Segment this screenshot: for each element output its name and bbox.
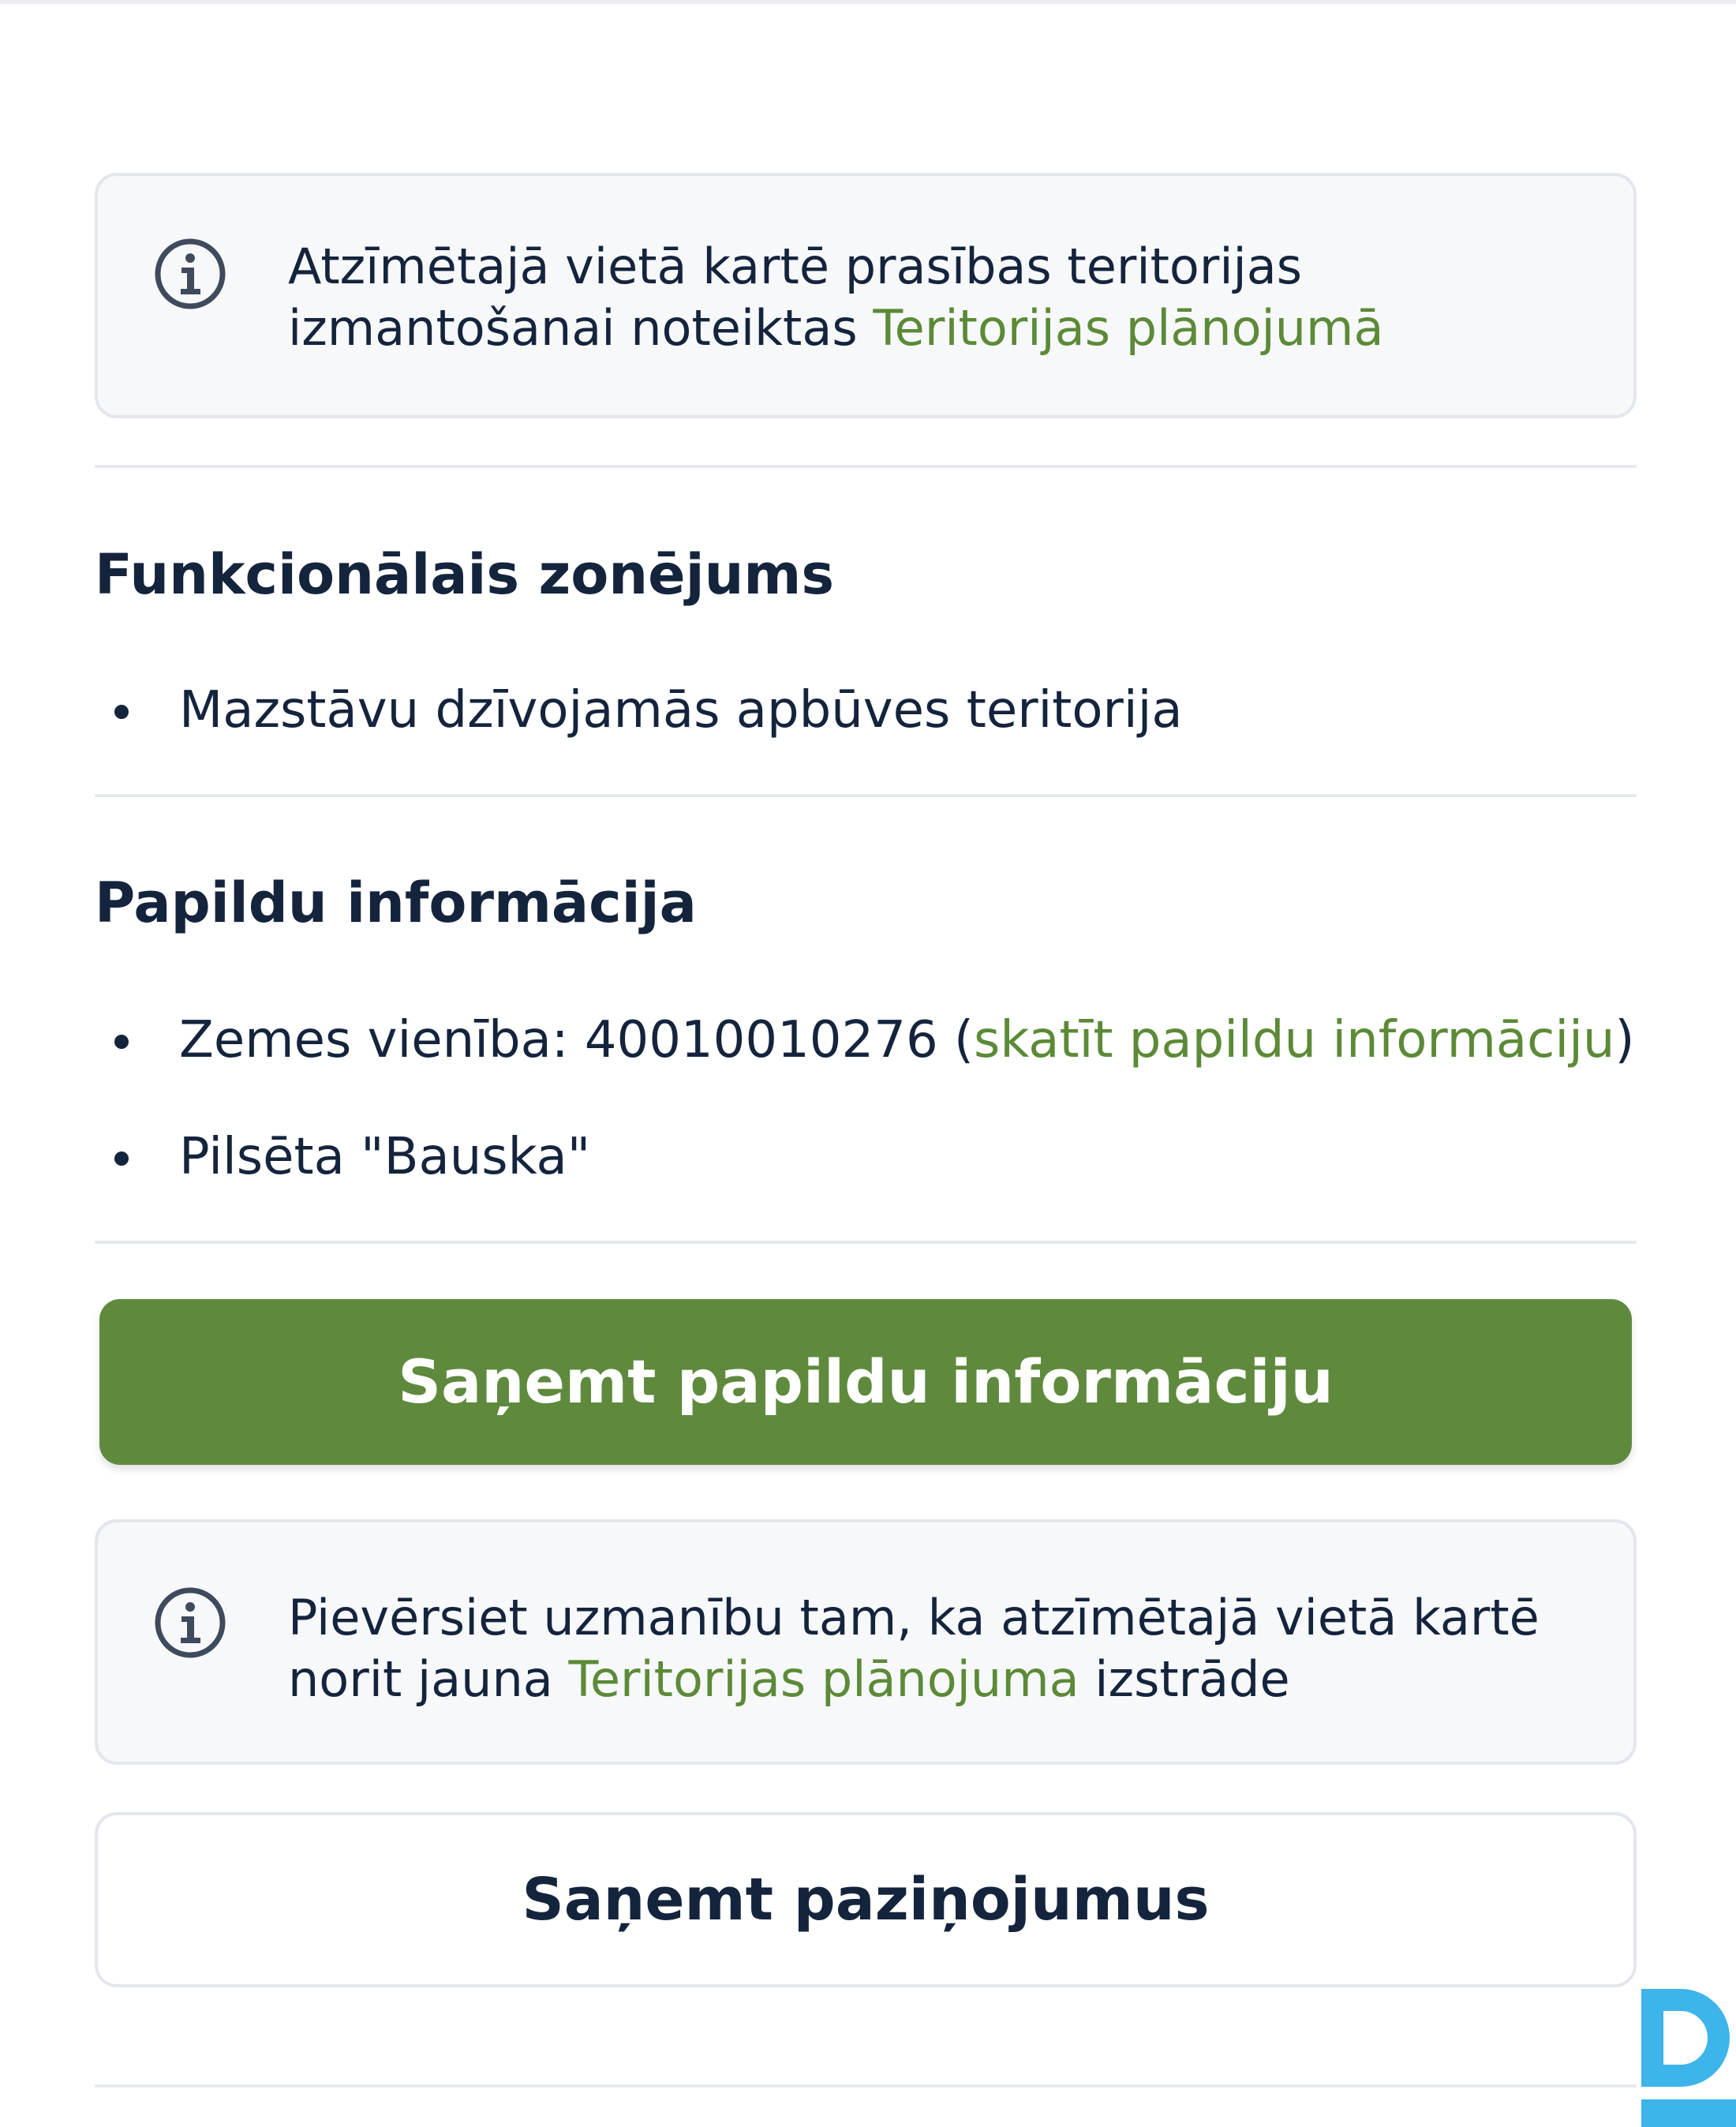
zoning-item-text: Mazstāvu dzīvojamās apbūves teritorija — [179, 681, 1183, 740]
info-notice-text — [288, 1587, 1578, 1710]
view-additional-info-link[interactable]: skatīt papildu informāciju — [973, 1011, 1615, 1069]
divider — [95, 1241, 1637, 1244]
info-circle-icon — [153, 1586, 227, 1660]
spatial-plan-link[interactable]: Teritorijas plānojumā — [873, 299, 1384, 357]
divider — [95, 465, 1637, 468]
info-notice-text-before: Pievērsiet uzmanību tam, ka atzīmētajā vietā kartē norit jauna — [288, 1589, 1540, 1708]
info-notice-text — [288, 236, 1578, 359]
info-notice-text-before: Atzīmētajā vietā kartē prasības teritorijas izmantošanai noteiktas — [288, 238, 1303, 357]
info-notice-top — [95, 173, 1637, 418]
land-unit-prefix: Zemes vienība: 40010010276 ( — [179, 1011, 974, 1069]
info-notice-bottom — [95, 1519, 1637, 1765]
city-list-item — [95, 1122, 1641, 1193]
bullet-dot — [114, 1035, 129, 1049]
top-separator — [0, 0, 1736, 4]
bullet-dot — [114, 1152, 129, 1166]
info-notice-text-after: izstrāde — [1079, 1650, 1290, 1708]
get-notifications-button[interactable]: Saņemt paziņojumus — [95, 1812, 1637, 1987]
brand-logo-icon — [1635, 1983, 1736, 2127]
city-text: Pilsēta "Bauska" — [179, 1128, 591, 1186]
additional-info-section-title: Papildu informācija — [95, 871, 697, 935]
bullet-dot — [114, 705, 129, 719]
land-unit-text — [179, 1005, 1634, 1076]
new-spatial-plan-link[interactable]: Teritorijas plānojuma — [568, 1650, 1079, 1708]
divider — [95, 2084, 1637, 2088]
zoning-section-title: Funkcionālais zonējums — [95, 542, 835, 607]
zoning-list-item — [95, 675, 1641, 746]
get-additional-info-button[interactable]: Saņemt papildu informāciju — [99, 1299, 1632, 1465]
land-unit-list-item — [95, 1005, 1641, 1076]
info-circle-icon — [153, 237, 227, 311]
land-unit-suffix: ) — [1614, 1011, 1635, 1069]
divider — [95, 794, 1637, 797]
